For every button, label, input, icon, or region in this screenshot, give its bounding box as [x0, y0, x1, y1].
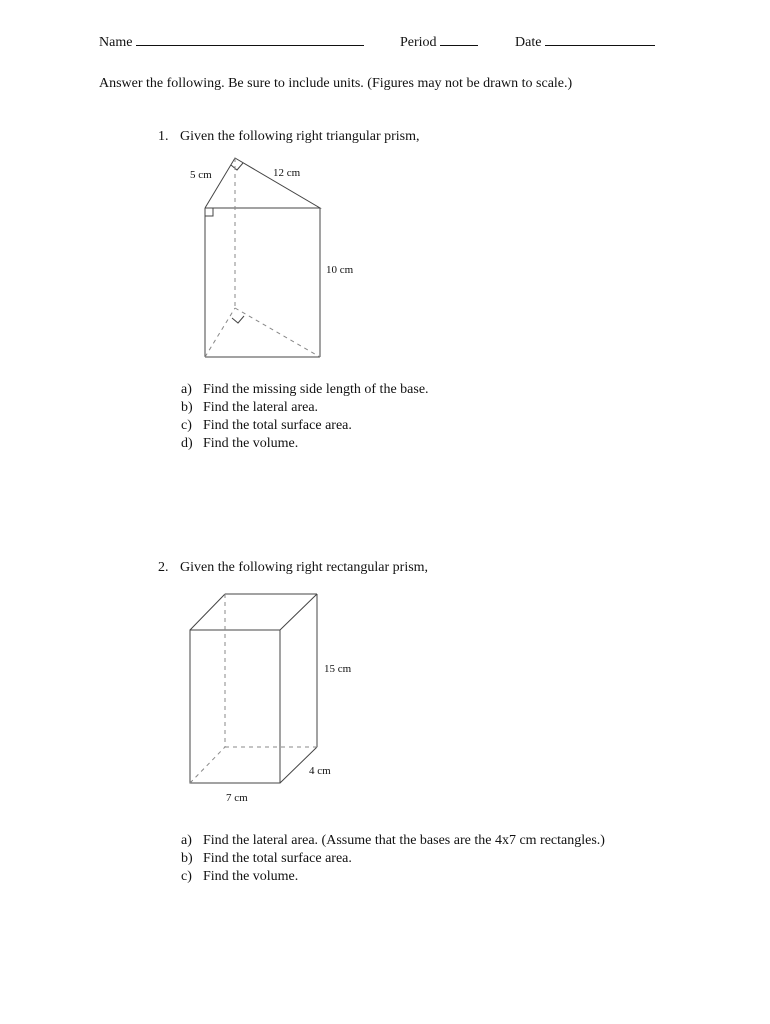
problem-1-part-a: a) Find the missing side length of the base. — [181, 382, 429, 397]
prism-1-label-side-b: 12 cm — [273, 167, 301, 179]
date-label: Date — [515, 35, 542, 50]
problem-2-parts — [181, 832, 605, 886]
problem-2-prompt: Given the following right rectangular prism, — [180, 560, 429, 575]
problem-1-number: 1. — [158, 129, 169, 144]
problem-2-part-c: c) Find the volume. — [181, 869, 299, 884]
problem-1-part-d: d) Find the volume. — [181, 436, 299, 451]
problem-2-part-a: a) Find the lateral area. (Assume that the bases are the 4x7 cm rectangles.) — [181, 833, 605, 848]
prism-2-label-height: 15 cm — [324, 663, 352, 675]
prism-2-top-left-edge — [190, 594, 225, 630]
period-label: Period — [400, 35, 437, 50]
prism-2-label-width: 7 cm — [226, 792, 248, 804]
problem-1-part-c: c) Find the total surface area. — [181, 418, 352, 433]
problem-2-part-b: b) Find the total surface area. — [181, 851, 352, 866]
prism-2-front-face — [190, 630, 280, 783]
problem-2-number: 2. — [158, 560, 169, 575]
instructions: Answer the following. Be sure to include units. (Figures may not be drawn to scale.) — [99, 76, 573, 91]
problem-1-prompt: Given the following right triangular prism, — [180, 129, 420, 144]
problem-1-part-b: b) Find the lateral area. — [181, 400, 319, 415]
prism-2-label-depth: 4 cm — [309, 765, 331, 777]
prism-2-top-right-edge — [280, 594, 317, 630]
prism-1-label-height: 10 cm — [326, 264, 354, 276]
prism-1-label-side-a: 5 cm — [190, 169, 212, 181]
name-label: Name — [99, 35, 133, 50]
prism-2-hidden-left — [190, 747, 225, 783]
